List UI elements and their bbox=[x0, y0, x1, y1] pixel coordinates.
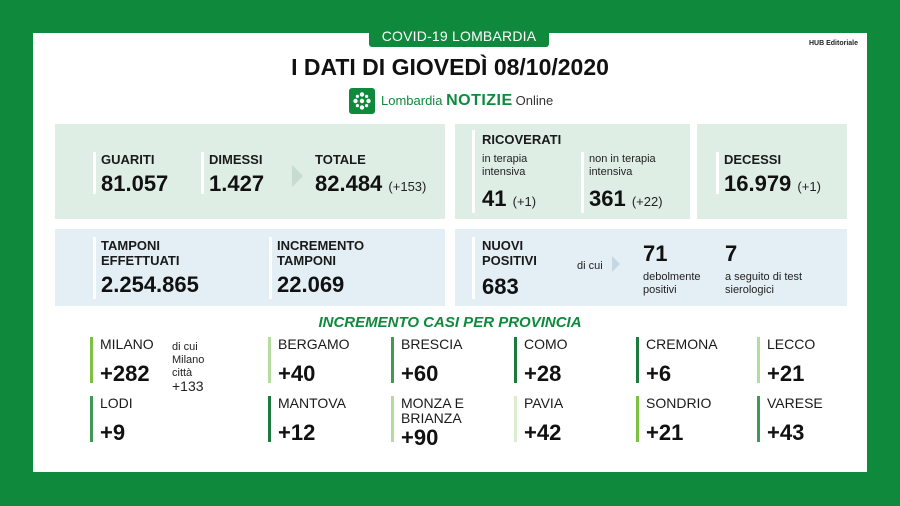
province-bar bbox=[268, 337, 271, 383]
province-value: +21 bbox=[767, 361, 805, 386]
tamponi-bar bbox=[93, 237, 96, 299]
province-name: MONZA E BRIANZA bbox=[401, 395, 465, 426]
logo-word-online: Online bbox=[515, 93, 554, 108]
province-milano bbox=[90, 336, 210, 394]
province-name: COMO bbox=[524, 336, 568, 352]
province-value: +12 bbox=[278, 420, 316, 445]
province-bar bbox=[514, 337, 517, 383]
debolmente-positivi-label: debolmente positivi bbox=[643, 271, 701, 296]
arrow-right-icon bbox=[292, 165, 303, 187]
arrow-right-small-icon bbox=[612, 256, 620, 272]
region-badge: COVID-19 LOMBARDIA bbox=[369, 26, 549, 47]
milano-note-dicui: di cui bbox=[172, 341, 198, 353]
milano-note-citta: Milano città bbox=[172, 354, 205, 379]
province-bar bbox=[636, 396, 639, 442]
province-como bbox=[514, 337, 634, 389]
guariti-label: GUARITI bbox=[101, 152, 155, 167]
non-terapia-intensiva-delta: (+22) bbox=[631, 194, 663, 209]
sierologici-label: a seguito di test sierologici bbox=[725, 271, 803, 296]
lombardia-rose-icon bbox=[349, 88, 375, 114]
province-name: BRESCIA bbox=[401, 336, 463, 352]
di-cui-label: di cui bbox=[577, 260, 603, 272]
province-value: +28 bbox=[524, 361, 562, 386]
province-bar bbox=[90, 396, 93, 442]
nuovi-positivi-bar bbox=[472, 237, 475, 299]
guariti-value: 81.057 bbox=[101, 171, 169, 196]
nuovi-positivi-value: 683 bbox=[482, 274, 519, 299]
province-bar bbox=[391, 396, 394, 442]
non-ti-bar bbox=[581, 152, 584, 213]
province-value: +40 bbox=[278, 361, 316, 386]
sierologici-value: 7 bbox=[725, 241, 738, 266]
province-name: MILANO bbox=[100, 336, 154, 352]
lombardia-notizie-logo bbox=[349, 88, 553, 114]
province-cremona bbox=[636, 337, 756, 389]
dimessi-bar bbox=[201, 152, 204, 194]
terapia-intensiva-delta: (+1) bbox=[512, 194, 537, 209]
incremento-tamponi-label: INCREMENTO TAMPONI bbox=[277, 238, 365, 268]
province-name: VARESE bbox=[767, 395, 823, 411]
decessi-bar bbox=[716, 152, 719, 194]
province-value: +21 bbox=[646, 420, 684, 445]
logo-word-notizie: NOTIZIE bbox=[446, 92, 513, 109]
province-pavia bbox=[514, 396, 634, 448]
totale-delta: (+153) bbox=[388, 179, 427, 194]
non-terapia-intensiva-value bbox=[589, 186, 663, 212]
province-section-title: INCREMENTO CASI PER PROVINCIA bbox=[318, 314, 582, 331]
province-name: PAVIA bbox=[524, 395, 564, 411]
dimessi-value: 1.427 bbox=[209, 171, 265, 196]
province-name: LODI bbox=[100, 395, 133, 411]
ricoverati-bar bbox=[472, 130, 475, 213]
decessi-delta: (+1) bbox=[797, 179, 821, 194]
province-bar bbox=[514, 396, 517, 442]
decessi-value bbox=[724, 171, 821, 197]
province-varese bbox=[757, 396, 877, 448]
non-terapia-intensiva-number: 361 bbox=[589, 186, 626, 211]
terapia-intensiva-value bbox=[482, 186, 536, 212]
province-bar bbox=[757, 337, 760, 383]
province-value: +282 bbox=[100, 361, 150, 386]
decessi-label: DECESSI bbox=[724, 152, 782, 167]
totale-number: 82.484 bbox=[315, 171, 383, 196]
province-mantova bbox=[268, 396, 388, 448]
province-value: +60 bbox=[401, 361, 439, 386]
province-bar bbox=[90, 337, 93, 383]
province-brescia bbox=[391, 337, 511, 389]
province-name: CREMONA bbox=[646, 336, 718, 352]
province-lodi bbox=[90, 396, 210, 448]
logo-word-lombardia: Lombardia bbox=[381, 93, 443, 108]
hub-editoriale-label: HUB Editoriale bbox=[808, 40, 858, 47]
province-bar bbox=[636, 337, 639, 383]
guariti-bar bbox=[93, 152, 96, 194]
province-sondrio bbox=[636, 396, 756, 448]
debolmente-positivi-value: 71 bbox=[643, 241, 668, 266]
province-bar bbox=[757, 396, 760, 442]
decessi-number: 16.979 bbox=[724, 171, 792, 196]
province-name: MANTOVA bbox=[278, 395, 346, 411]
province-name: BERGAMO bbox=[278, 336, 350, 352]
province-value: +42 bbox=[524, 420, 562, 445]
province-bar bbox=[391, 337, 394, 383]
province-value: +6 bbox=[646, 361, 672, 386]
ricoverati-label: RICOVERATI bbox=[482, 132, 562, 147]
milano-citta-note bbox=[172, 341, 210, 395]
totale-label: TOTALE bbox=[315, 152, 366, 167]
province-name: LECCO bbox=[767, 336, 816, 352]
incremento-tamponi-bar bbox=[269, 237, 272, 299]
province-bar bbox=[268, 396, 271, 442]
nuovi-positivi-label: NUOVI POSITIVI bbox=[482, 238, 537, 268]
incremento-tamponi-value: 22.069 bbox=[277, 272, 345, 297]
non-terapia-intensiva-label: non in terapia intensiva bbox=[589, 153, 656, 178]
province-value: +9 bbox=[100, 420, 126, 445]
province-lecco bbox=[757, 337, 877, 389]
tamponi-effettuati-value: 2.254.865 bbox=[101, 272, 199, 297]
milano-citta-value: +133 bbox=[172, 378, 204, 394]
province-value: +43 bbox=[767, 420, 805, 445]
page-title: I DATI DI GIOVEDÌ 08/10/2020 bbox=[291, 54, 609, 80]
tamponi-effettuati-label: TAMPONI EFFETTUATI bbox=[101, 238, 180, 268]
province-bergamo bbox=[268, 337, 388, 389]
province-value: +90 bbox=[401, 425, 439, 450]
totale-value bbox=[315, 171, 426, 197]
province-monza-e-brianza bbox=[391, 396, 511, 448]
province-name: SONDRIO bbox=[646, 395, 712, 411]
dimessi-label: DIMESSI bbox=[209, 152, 263, 167]
terapia-intensiva-label: in terapia intensiva bbox=[482, 153, 528, 178]
terapia-intensiva-number: 41 bbox=[482, 186, 507, 211]
